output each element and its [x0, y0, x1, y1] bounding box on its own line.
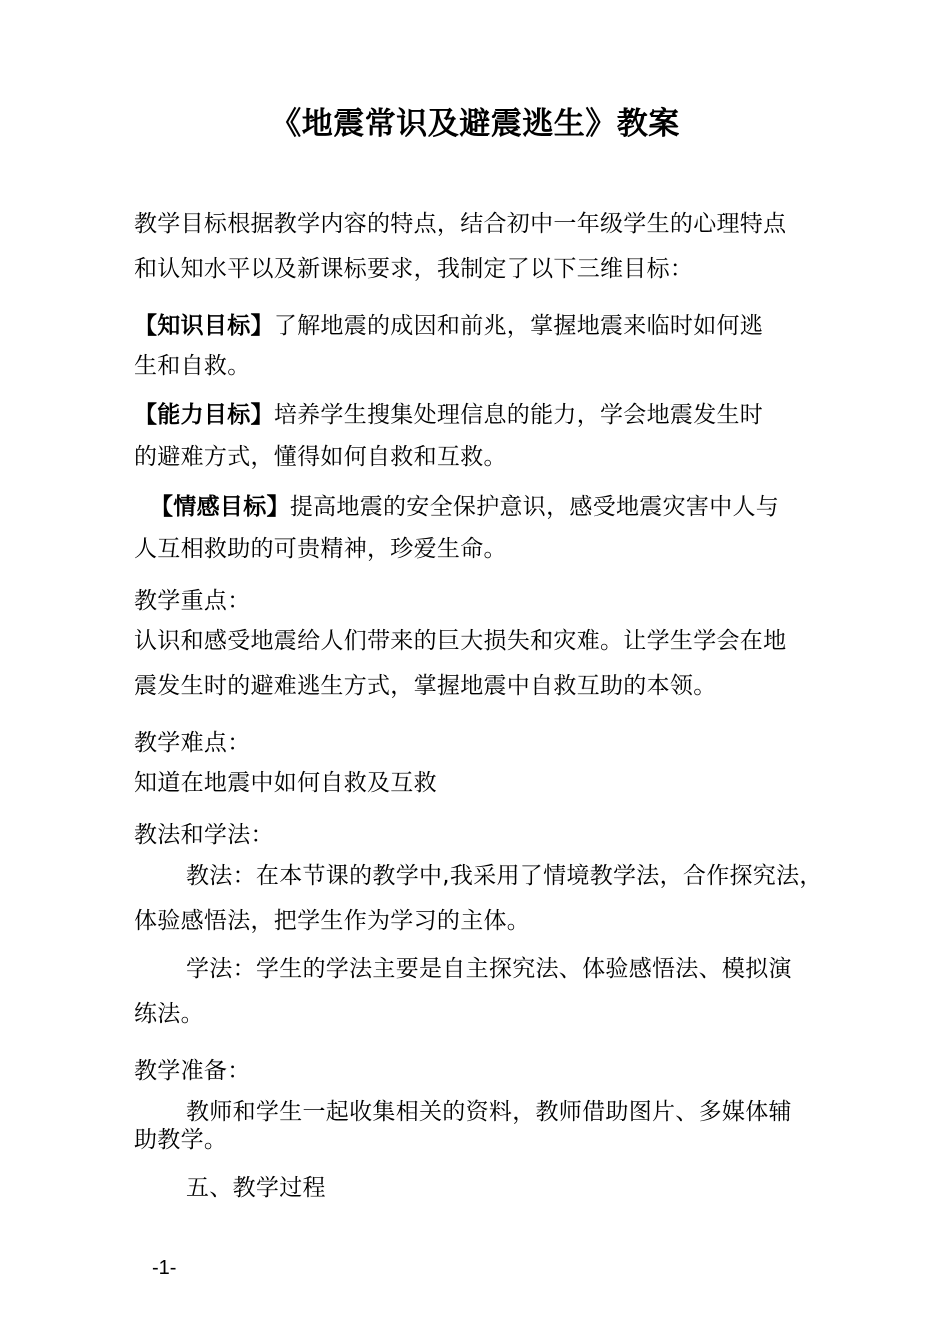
preparation-line-1: 教师和学生一起收集相关的资料，教师借助图片、多媒体辅	[186, 1099, 792, 1125]
intro-line-1: 教学目标根据教学内容的特点，结合初中一年级学生的心理特点	[134, 211, 787, 237]
knowledge-goal-line-2: 生和自救。	[134, 353, 251, 379]
emotion-goal-line-2: 人互相救助的可贵精神，珍爱生命。	[134, 536, 507, 562]
methods-heading: 教法和学法：	[134, 822, 274, 848]
learning-method-line-2: 练法。	[134, 1001, 204, 1027]
preparation-heading: 教学准备：	[134, 1058, 251, 1084]
intro-line-2: 和认知水平以及新课标要求，我制定了以下三维目标：	[134, 256, 694, 282]
key-points-heading: 教学重点：	[134, 588, 251, 614]
page-number: -1-	[152, 1257, 177, 1279]
ability-goal-line-1	[134, 399, 763, 431]
ability-goal-label: 【能力目标】	[134, 402, 274, 428]
preparation-line-2: 助教学。	[134, 1127, 228, 1153]
document-title: 《地震常识及避震逃生》教案	[270, 106, 680, 142]
teaching-method-line-2: 体验感悟法，把学生作为学习的主体。	[134, 908, 531, 934]
difficulties-line-1: 知道在地震中如何自救及互救	[134, 770, 437, 796]
emotion-goal-text: 提高地震的安全保护意识，感受地震灾害中人与	[289, 494, 780, 520]
key-points-line-2: 震发生时的避难逃生方式，掌握地震中自救互助的本领。	[134, 673, 717, 699]
learning-method-line-1: 学法：学生的学法主要是自主探究法、体验感悟法、模拟演	[186, 956, 792, 982]
emotion-goal-label: 【情感目标】	[150, 494, 290, 520]
emotion-goal-line-1	[150, 491, 779, 523]
key-points-line-1: 认识和感受地震给人们带来的巨大损失和灾难。让学生学会在地	[134, 628, 787, 654]
ability-goal-text: 培养学生搜集处理信息的能力，学会地震发生时	[273, 402, 764, 428]
ability-goal-line-2: 的避难方式，懂得如何自救和互救。	[134, 444, 507, 470]
knowledge-goal-line-1	[134, 310, 763, 342]
difficulties-heading: 教学难点：	[134, 730, 251, 756]
section-five-heading: 五、教学过程	[186, 1175, 326, 1201]
knowledge-goal-label: 【知识目标】	[134, 313, 274, 339]
teaching-method-line-1: 教法：在本节课的教学中,我采用了情境教学法，合作探究法，	[186, 863, 823, 889]
knowledge-goal-text: 了解地震的成因和前兆，掌握地震来临时如何逃	[273, 313, 764, 339]
